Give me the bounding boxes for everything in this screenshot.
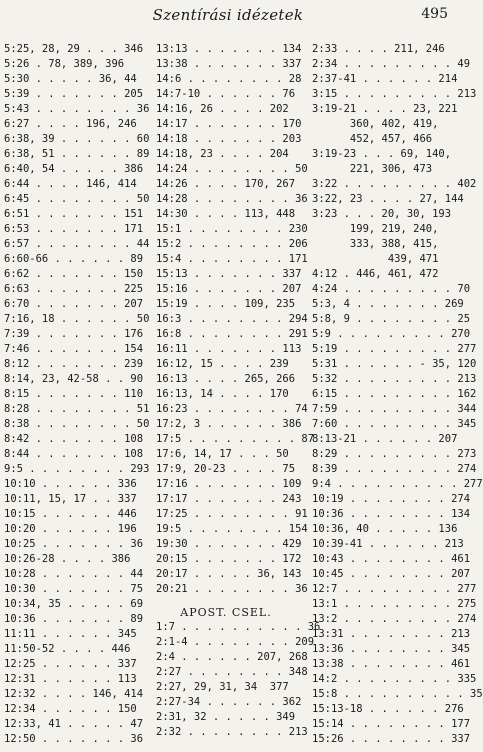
index-entry: 12:7 . . . . . . . . . 277 [312,583,477,595]
index-entry: 12:31 . . . . . . 113 [4,673,137,685]
index-entry: 10:34, 35 . . . . . 69 [4,598,144,610]
index-entry: 14:16, 26 . . . . 202 [156,103,289,115]
index-entry: 12:50 . . . . . . . 36 [4,733,144,745]
index-entry: 6:51 . . . . . . . 151 [4,208,144,220]
index-entry: 2:1-4 . . . . . . . . 209 [156,636,315,648]
index-entry: 5:31 . . . . . . - 35, 120 [312,358,477,370]
index-entry: 17:9, 20-23 . . . . 75 [156,463,296,475]
index-entry: 13:36 . . . . . . . . 345 [312,643,471,655]
index-entry: 2:31, 32 . . . . . 349 [156,711,296,723]
index-entry: 12:32 . . . . 146, 414 [4,688,144,700]
index-entry: 6:70 . . . . . . . 207 [4,298,144,310]
index-entry: 17:2, 3 . . . . . . 386 [156,418,302,430]
section-heading: APOST. CSEL. [180,606,272,619]
index-entry: 7:60 . . . . . . . . . 345 [312,418,477,430]
index-entry: 17:17 . . . . . . . 243 [156,493,302,505]
index-entry: 6:63 . . . . . . . 225 [4,283,144,295]
index-entry: 15:1 . . . . . . . . 230 [156,223,308,235]
index-entry: 10:28 . . . . . . . 44 [4,568,144,580]
index-entry: 5:32 . . . . . . . . . 213 [312,373,477,385]
index-entry: 2:27, 29, 31, 34 377 [156,681,289,693]
index-entry: 10:15 . . . . . . 446 [4,508,137,520]
index-entry: 221, 306, 473 [312,163,433,175]
index-entry: 5:39 . . . . . . . 205 [4,88,144,100]
index-entry: 6:60-66 . . . . . . 89 [4,253,144,265]
index-entry: 15:4 . . . . . . . . 171 [156,253,308,265]
index-entry: 15:13-18 . . . . . . 276 [312,703,464,715]
index-entry: 15:14 . . . . . . . . 177 [312,718,471,730]
index-entry: 9:4 . . . . . . . . . . 277 [312,478,483,490]
index-column-1 [4,42,150,747]
index-entry: 17:25 . . . . . . . . 91 [156,508,308,520]
index-entry: 8:12 . . . . . . . 239 [4,358,144,370]
index-entry: 20:21 . . . . . . . . 36 [156,583,308,595]
index-entry: 14:18 . . . . . . . 203 [156,133,302,145]
index-entry: 16:8 . . . . . . . . 291 [156,328,308,340]
page-header [0,0,456,30]
index-entry: 5:19 . . . . . . . . . 277 [312,343,477,355]
index-entry: 6:57 . . . . . . . . 44 [4,238,150,250]
index-entry: 13:13 . . . . . . . 134 [156,43,302,55]
index-entry: 10:19 . . . . . . . . 274 [312,493,471,505]
index-entry: 10:39-41 . . . . . . 213 [312,538,464,550]
index-entry: 7:16, 18 . . . . . . 50 [4,313,150,325]
index-entry: 10:10 . . . . . . 336 [4,478,137,490]
index-entry: 13:38 . . . . . . . 337 [156,58,302,70]
index-entry: 13:2 . . . . . . . . . 274 [312,613,477,625]
index-entry: 3:22 . . . . . . . . . 402 [312,178,477,190]
index-entry: 8:14, 23, 42-58 . . 90 [4,373,144,385]
index-entry: 3:22, 23 . . . . 27, 144 [312,193,464,205]
index-entry: 5:30 . . . . . 36, 44 [4,73,137,85]
index-entry: 6:45 . . . . . . . . 50 [4,193,150,205]
index-entry: 3:19-23 . . . 69, 140, [312,148,452,160]
index-column-2 [156,42,321,740]
index-entry: 14:18, 23 . . . . 204 [156,148,289,160]
section-gap [156,597,296,605]
index-entry: 20:15 . . . . . . . 172 [156,553,302,565]
index-entry: 2:27 . . . . . . . . 348 [156,666,308,678]
index-entry: 11:11 . . . . . . 345 [4,628,137,640]
index-entry: 6:27 . . . . 196, 246 [4,118,137,130]
index-entry: 6:53 . . . . . . . 171 [4,223,144,235]
index-entry: 10:26-28 . . . . 386 [4,553,131,565]
index-entry: 10:43 . . . . . . . . 461 [312,553,471,565]
index-entry: 4:12 . 446, 461, 472 [312,268,439,280]
index-entry: 6:40, 54 . . . . . 386 [4,163,144,175]
index-entry: 6:62 . . . . . . . 150 [4,268,144,280]
index-entry: 17:5 . . . . . . . . . 87 [156,433,315,445]
index-entry: 7:46 . . . . . . . 154 [4,343,144,355]
index-entry: 2:32 . . . . . . . . 213 [156,726,308,738]
index-entry: 13:1 . . . . . . . . . 275 [312,598,477,610]
index-entry: 20:17 . . . . . 36, 143 [156,568,302,580]
index-entry: 10:20 . . . . . . 196 [4,523,137,535]
index-entry: 10:36 . . . . . . . . 134 [312,508,471,520]
index-entry: 10:36, 40 . . . . . 136 [312,523,458,535]
index-entry: 16:12, 15 . . . . 239 [156,358,289,370]
index-entry: 14:2 . . . . . . . . . 335 [312,673,477,685]
index-entry: 8:28 . . . . . . . . 51 [4,403,150,415]
index-entry: 2:27-34 . . . . . . 362 [156,696,302,708]
index-entry: 14:24 . . . . . . . . 50 [156,163,308,175]
page-number: 495 [421,6,448,22]
index-entry: 13:38 . . . . . . . . 461 [312,658,471,670]
index-entry: 12:34 . . . . . . 150 [4,703,137,715]
index-entry: 10:30 . . . . . . . 75 [4,583,144,595]
index-entry: 16:11 . . . . . . . 113 [156,343,302,355]
index-entry: 3:23 . . . 20, 30, 193 [312,208,452,220]
index-entry: 1:7 . . . . . . . . . . 36 [156,621,321,633]
index-entry: 14:17 . . . . . . . 170 [156,118,302,130]
index-entry: 14:7-10 . . . . . . 76 [156,88,296,100]
index-column-3 [312,42,483,747]
running-title: Szentírási idézetek [152,6,304,24]
index-entry: 8:42 . . . . . . . 108 [4,433,144,445]
index-entry: 3:15 . . . . . . . . . 213 [312,88,477,100]
index-entry: 333, 388, 415, [312,238,439,250]
index-entry: 2:37-41 . . . . . . 214 [312,73,458,85]
index-entry: 17:16 . . . . . . . 109 [156,478,302,490]
index-entry: 15:16 . . . . . . . 207 [156,283,302,295]
index-entry: 12:25 . . . . . . 337 [4,658,137,670]
index-entry: 8:39 . . . . . . . . . 274 [312,463,477,475]
index-entry: 10:25 . . . . . . . 36 [4,538,144,550]
index-entry: 439, 471 [312,253,439,265]
index-entry: 16:13 . . . . 265, 266 [156,373,296,385]
index-entry: 5:26 . 78, 389, 396 [4,58,125,70]
index-entry: 10:45 . . . . . . . . 207 [312,568,471,580]
index-entry: 16:13, 14 . . . . 170 [156,388,289,400]
index-entry: 14:28 . . . . . . . . 36 [156,193,308,205]
index-entry: 12:33, 41 . . . . . 47 [4,718,144,730]
index-entry: 5:8, 9 . . . . . . . . 25 [312,313,471,325]
index-entry: 14:26 . . . . 170, 267 [156,178,296,190]
index-entry: 15:13 . . . . . . . 337 [156,268,302,280]
index-entry: 19:30 . . . . . . . 429 [156,538,302,550]
index-entry: 7:59 . . . . . . . . . 344 [312,403,477,415]
index-entry: 8:44 . . . . . . . 108 [4,448,144,460]
index-entry: 8:15 . . . . . . . 110 [4,388,144,400]
index-entry: 15:26 . . . . . . . . 337 [312,733,471,745]
index-entry: 6:15 . . . . . . . . . 162 [312,388,477,400]
index-entry: 9:5 . . . . . . . . 293 [4,463,150,475]
index-entry: 2:33 . . . . 211, 246 [312,43,445,55]
index-entry: 5:3, 4 . . . . . . . 269 [312,298,464,310]
index-entry: 3:19-21 . . . . 23, 221 [312,103,458,115]
index-entry: 10:11, 15, 17 . . 337 [4,493,137,505]
index-entry: 5:25, 28, 29 . . . 346 [4,43,144,55]
index-entry: 8:29 . . . . . . . . . 273 [312,448,477,460]
index-entry: 10:36 . . . . . . . 89 [4,613,144,625]
index-entry: 6:38, 39 . . . . . . 60 [4,133,150,145]
index-entry: 360, 402, 419, [312,118,439,130]
index-entry: 8:13-21 . . . . . . 207 [312,433,458,445]
index-entry: 4:24 . . . . . . . . . 70 [312,283,471,295]
index-entry: 15:2 . . . . . . . . 206 [156,238,308,250]
index-entry: 6:38, 51 . . . . . . 89 [4,148,150,160]
index-entry: 199, 219, 240, [312,223,439,235]
index-entry: 15:19 . . . . 109, 235 [156,298,296,310]
index-entry: 17:6, 14, 17 . . . 50 [156,448,289,460]
index-entry: 5:9 . . . . . . . . . 270 [312,328,471,340]
index-entry: 7:39 . . . . . . . 176 [4,328,144,340]
index-entry: 5:43 . . . . . . . . 36 [4,103,150,115]
index-entry: 11:50-52 . . . . 446 [4,643,131,655]
index-entry: 19:5 . . . . . . . . 154 [156,523,308,535]
index-entry: 452, 457, 466 [312,133,433,145]
index-entry: 2:34 . . . . . . . . . 49 [312,58,471,70]
index-entry: 13:31 . . . . . . . . 213 [312,628,471,640]
index-entry: 15:8 . . . . . . . . . . 35 [312,688,483,700]
index-entry: 6:44 . . . . 146, 414 [4,178,137,190]
index-entry: 16:23 . . . . . . . . 74 [156,403,308,415]
index-entry: 8:38 . . . . . . . . 50 [4,418,150,430]
index-entry: 16:3 . . . . . . . . 294 [156,313,308,325]
index-entry: 14:6 . . . . . . . . 28 [156,73,302,85]
index-entry: 2:4 . . . . . . 207, 268 [156,651,308,663]
index-entry: 14:30 . . . . 113, 448 [156,208,296,220]
